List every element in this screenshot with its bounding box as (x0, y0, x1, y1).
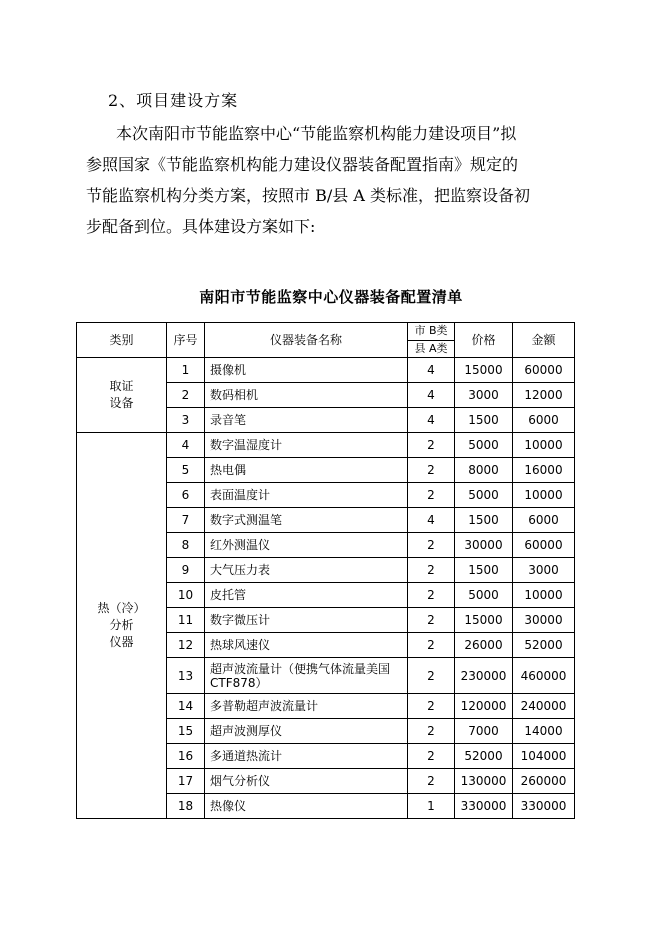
section-heading: 2、项目建设方案 (108, 91, 239, 110)
table-row (77, 433, 575, 458)
amount-cell: 6000 (513, 408, 575, 433)
qty-cell: 2 (408, 458, 455, 483)
paragraph-line: 步配备到位。具体建设方案如下: (86, 217, 316, 236)
name-cell: 录音笔 (205, 408, 408, 433)
equipment-table (76, 322, 575, 819)
price-cell: 5000 (455, 433, 513, 458)
amount-cell: 3000 (513, 558, 575, 583)
header-class (408, 323, 455, 358)
amount-cell: 10000 (513, 583, 575, 608)
amount-cell: 260000 (513, 769, 575, 794)
price-cell: 7000 (455, 719, 513, 744)
price-cell: 1500 (455, 408, 513, 433)
price-cell: 130000 (455, 769, 513, 794)
header-name: 仪器装备名称 (205, 323, 408, 358)
table-row (77, 358, 575, 383)
header-class-city-b: 市 B类 (408, 323, 454, 341)
price-cell: 15000 (455, 608, 513, 633)
seq-cell: 16 (167, 744, 205, 769)
seq-cell: 17 (167, 769, 205, 794)
name-cell: 数字温湿度计 (205, 433, 408, 458)
price-cell: 1500 (455, 558, 513, 583)
name-cell: 超声波流量计（便携气体流量美国 CTF878） (205, 658, 408, 694)
qty-cell: 2 (408, 769, 455, 794)
name-cell: 摄像机 (205, 358, 408, 383)
intro-paragraph (86, 118, 586, 242)
price-cell: 8000 (455, 458, 513, 483)
category-cell (77, 358, 167, 433)
price-cell: 5000 (455, 483, 513, 508)
amount-cell: 16000 (513, 458, 575, 483)
category-label: 取证 设备 (109, 379, 134, 410)
qty-cell: 4 (408, 508, 455, 533)
seq-cell: 3 (167, 408, 205, 433)
name-cell: 大气压力表 (205, 558, 408, 583)
seq-cell: 6 (167, 483, 205, 508)
price-cell: 30000 (455, 533, 513, 558)
name-cell: 多普勒超声波流量计 (205, 694, 408, 719)
price-cell: 3000 (455, 383, 513, 408)
seq-cell: 18 (167, 794, 205, 819)
header-price: 价格 (455, 323, 513, 358)
name-cell: 烟气分析仪 (205, 769, 408, 794)
seq-cell: 10 (167, 583, 205, 608)
amount-cell: 60000 (513, 358, 575, 383)
paragraph-line: 本次南阳市节能监察中心“节能监察机构能力建设项目”拟 (116, 124, 517, 143)
table-title: 南阳市节能监察中心仪器装备配置清单 (199, 288, 463, 306)
amount-cell: 30000 (513, 608, 575, 633)
seq-cell: 13 (167, 658, 205, 694)
seq-cell: 15 (167, 719, 205, 744)
price-cell: 120000 (455, 694, 513, 719)
category-cell (77, 433, 167, 819)
price-cell: 330000 (455, 794, 513, 819)
qty-cell: 2 (408, 633, 455, 658)
amount-cell: 330000 (513, 794, 575, 819)
header-seq: 序号 (167, 323, 205, 358)
qty-cell: 4 (408, 358, 455, 383)
name-cell: 热像仪 (205, 794, 408, 819)
amount-cell: 10000 (513, 433, 575, 458)
seq-cell: 5 (167, 458, 205, 483)
seq-cell: 14 (167, 694, 205, 719)
amount-cell: 460000 (513, 658, 575, 694)
paragraph-line: 节能监察机构分类方案，按照市 B/县 A 类标准，把监察设备初 (86, 186, 530, 205)
amount-cell: 10000 (513, 483, 575, 508)
seq-cell: 11 (167, 608, 205, 633)
name-cell: 红外测温仪 (205, 533, 408, 558)
price-cell: 26000 (455, 633, 513, 658)
price-cell: 5000 (455, 583, 513, 608)
amount-cell: 14000 (513, 719, 575, 744)
price-cell: 52000 (455, 744, 513, 769)
qty-cell: 2 (408, 533, 455, 558)
category-label: 热（冷） 分析 仪器 (97, 601, 146, 649)
qty-cell: 2 (408, 608, 455, 633)
price-cell: 15000 (455, 358, 513, 383)
qty-cell: 2 (408, 433, 455, 458)
name-cell: 数字式测温笔 (205, 508, 408, 533)
name-cell: 超声波测厚仪 (205, 719, 408, 744)
header-amount: 金额 (513, 323, 575, 358)
qty-cell: 2 (408, 658, 455, 694)
name-cell: 热球风速仪 (205, 633, 408, 658)
qty-cell: 2 (408, 558, 455, 583)
qty-cell: 1 (408, 794, 455, 819)
amount-cell: 60000 (513, 533, 575, 558)
seq-cell: 2 (167, 383, 205, 408)
qty-cell: 2 (408, 744, 455, 769)
qty-cell: 2 (408, 583, 455, 608)
seq-cell: 9 (167, 558, 205, 583)
price-cell: 1500 (455, 508, 513, 533)
amount-cell: 104000 (513, 744, 575, 769)
amount-cell: 240000 (513, 694, 575, 719)
header-category: 类别 (77, 323, 167, 358)
name-cell: 多通道热流计 (205, 744, 408, 769)
seq-cell: 4 (167, 433, 205, 458)
seq-cell: 8 (167, 533, 205, 558)
table-header-row (77, 323, 575, 358)
seq-cell: 1 (167, 358, 205, 383)
paragraph-line: 参照国家《节能监察机构能力建设仪器装备配置指南》规定的 (86, 155, 519, 174)
name-cell: 表面温度计 (205, 483, 408, 508)
amount-cell: 6000 (513, 508, 575, 533)
qty-cell: 2 (408, 719, 455, 744)
seq-cell: 12 (167, 633, 205, 658)
qty-cell: 2 (408, 483, 455, 508)
header-class-county-a: 县 A类 (414, 341, 448, 355)
amount-cell: 12000 (513, 383, 575, 408)
qty-cell: 4 (408, 408, 455, 433)
name-cell: 数码相机 (205, 383, 408, 408)
price-cell: 230000 (455, 658, 513, 694)
amount-cell: 52000 (513, 633, 575, 658)
name-cell: 数字微压计 (205, 608, 408, 633)
qty-cell: 4 (408, 383, 455, 408)
name-cell: 热电偶 (205, 458, 408, 483)
seq-cell: 7 (167, 508, 205, 533)
name-cell: 皮托管 (205, 583, 408, 608)
qty-cell: 2 (408, 694, 455, 719)
